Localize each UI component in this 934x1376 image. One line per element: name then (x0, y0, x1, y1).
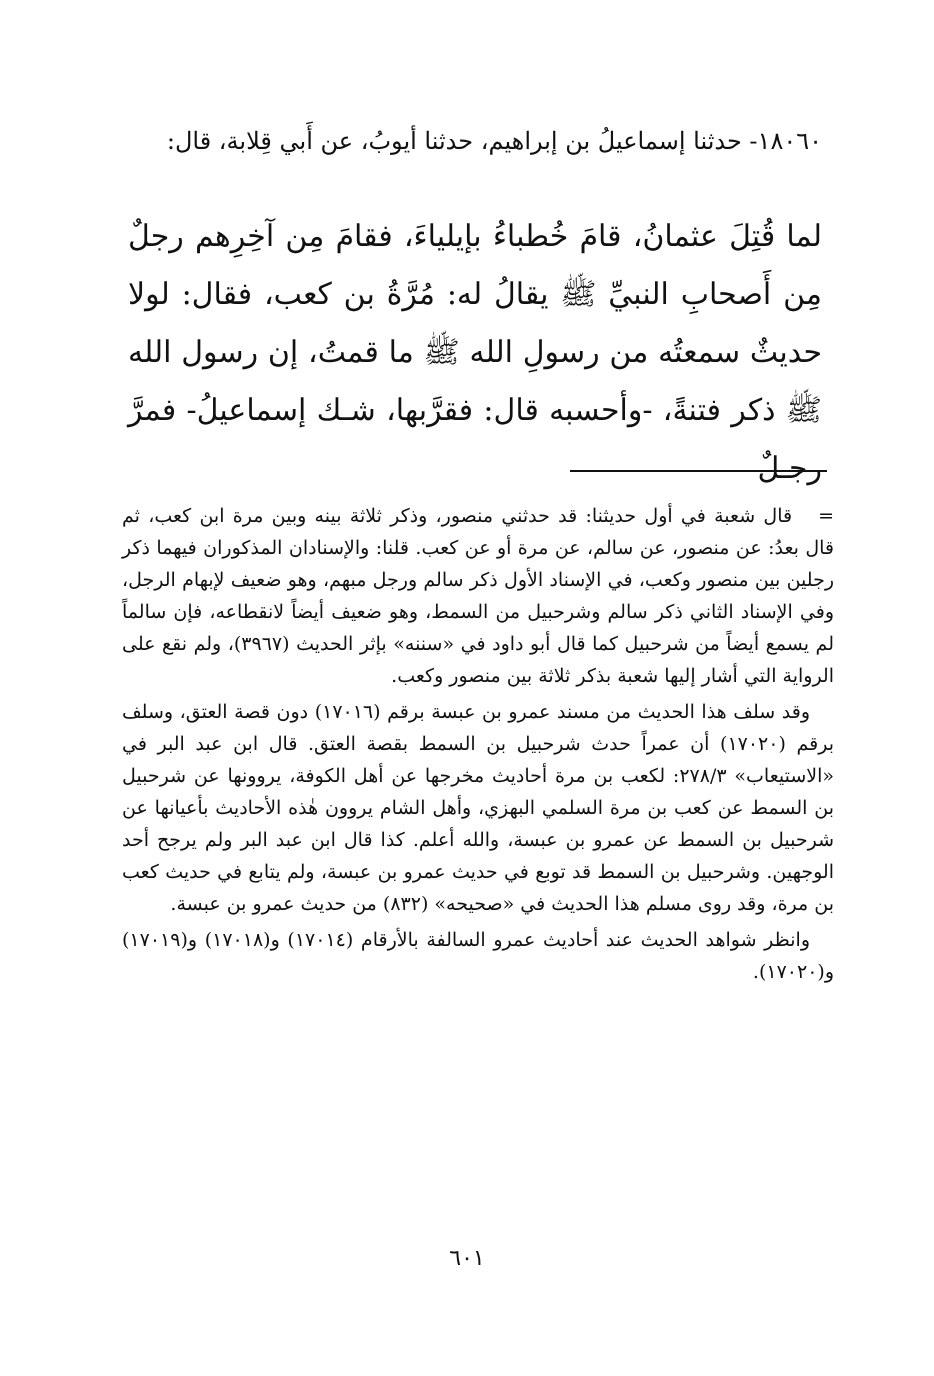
footnote-paragraph: وقد سلف هذا الحديث من مسند عمرو بن عبسة برقم (١٧٠١٦) دون قصة العتق، وسلف برقم (١٧٠٢٠) أن عمراً حدث شرحبيل بن السمط بقصة العتق. قال ابن عبد البر في «الاستيعاب» ٢٧٨/٣: لكعب بن مرة أحاديث مخرجها عن أهل الكوفة، يروونها عن شرحبيل بن السمط عن كعب بن مرة السلمي البهزي، وأهل الشام يروون هٰذه الأحاديث بأعيانها عن شرحبيل بن السمط عن عمرو بن عبسة، والله أعلم. كذا قال ابن عبد البر ولم يرجح أحد الوجهين. وشرحبيل بن السمط قد توبع في حديث عمرو بن عبسة، ولم يتابع في حديث كعب بن مرة، وقد روى مسلم هذا الحديث في «صحيحه» (٨٣٢) من حديث عمرو بن عبسة. (122, 701, 834, 915)
hadith-matn: لما قُتِلَ عثمانُ، قامَ خُطباءُ بإيلياءَ، فقامَ مِن آخِرِهم رجلٌ مِن أَصحابِ النبيِّ ﷺ يقالُ له: مُرَّةُ بن كعب، فقال: لولا حديثٌ سمعتُه من رسولِ الله ﷺ ما قمتُ، إن رسول الله ﷺ ذكر فتنةً، -وأحسبه قال: فقرَّبها، شـك إسماعيلُ- فمرَّ رجـلٌ (128, 219, 822, 486)
footnote-divider (570, 470, 827, 472)
footnote-paragraph: وانظر شواهد الحديث عند أحاديث عمرو السالفة بالأرقام (١٧٠١٤) و(١٧٠١٨) و(١٧٠١٩) و(١٧٠٢٠). (122, 929, 834, 983)
footnote-text: قال شعبة في أول حديثنا: قد حدثني منصور، وذكر ثلاثة بينه وبين مرة ابن كعب، ثم قال بعدُ: عن منصور، عن سالم، عن مرة أو عن كعب. قلنا: والإسنادان المذكوران فيهما ذكر رجلين بين منصور وكعب، في الإسناد الأول ذكر سالم ورجل مبهم، وهو ضعيف لإبهام الرجل، وفي الإسناد الثاني ذكر سالم وشرحبيل من السمط، وهو ضعيف أيضاً لانقطاعه، فإن سالماً لم يسمع أيضاً من شرحبيل كما قال أبو داود في «سننه» بإثر الحديث (٣٩٦٧)، ولم نقع على الرواية التي أشار إليها شعبة بذكر ثلاثة بين منصور وكعب. (122, 505, 834, 687)
hadith-text (128, 208, 822, 498)
hadith-header (128, 118, 822, 164)
footnotes (122, 500, 834, 992)
page-number: ٦٠١ (449, 1246, 485, 1271)
footnote-paragraph (122, 500, 834, 692)
hadith-isnad: ١٨٠٦٠- حدثنا إسماعيلُ بن إبراهيم، حدثنا أيوبُ، عن أَبي قِلابة، قال: (166, 127, 822, 155)
continuation-marker: = (818, 505, 834, 527)
